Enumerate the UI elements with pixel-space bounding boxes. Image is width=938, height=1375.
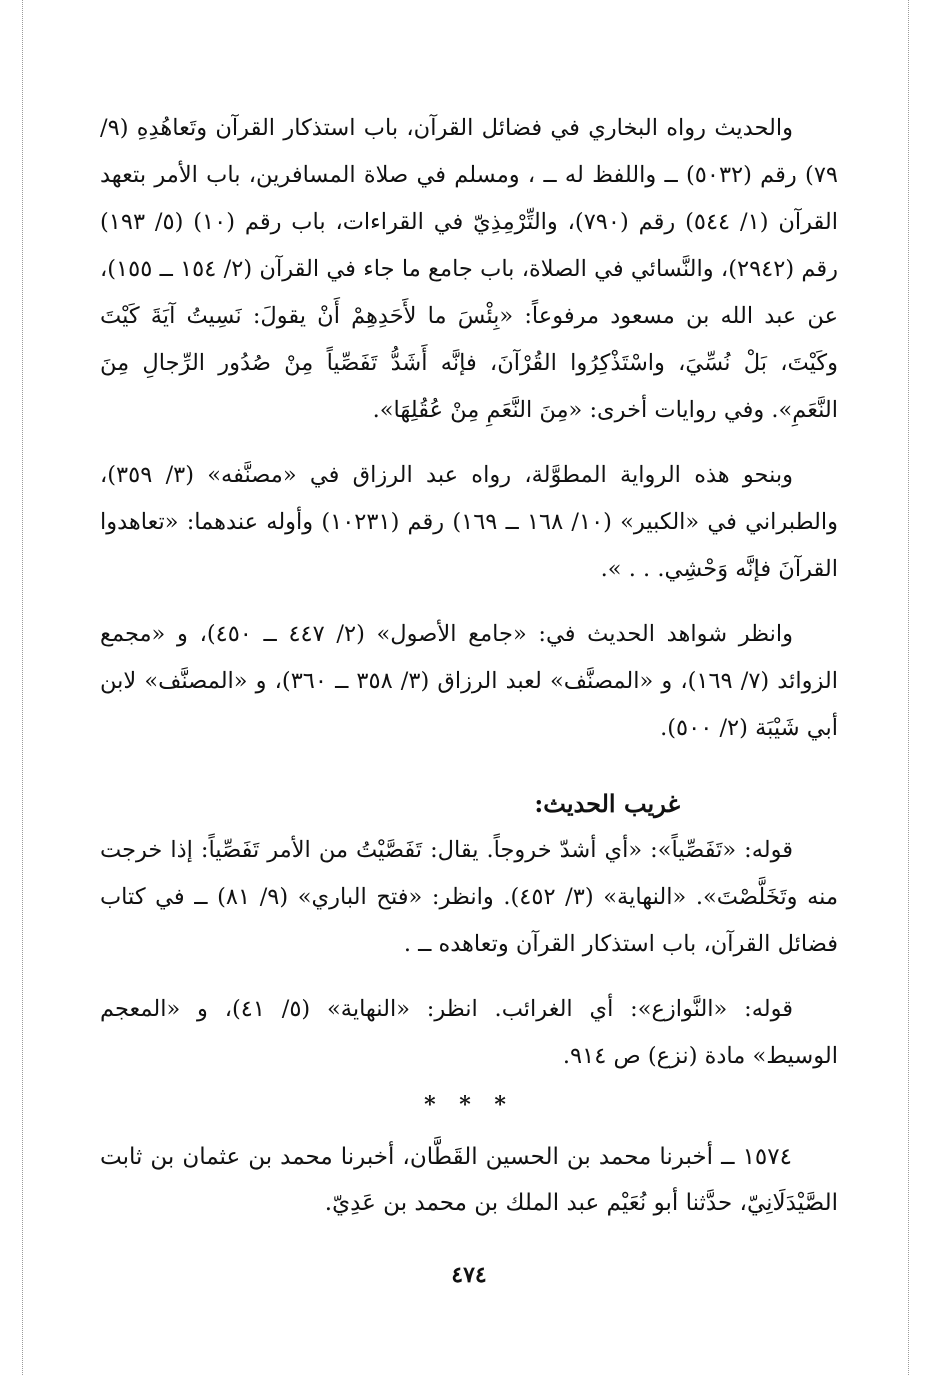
scan-edge-left bbox=[22, 0, 23, 1375]
paragraph-gharib-nawazi: قوله: «النَّوازع»: أي الغرائب. انظر: «النهاية» (٥/ ٤١)، و «المعجم الوسيط» مادة (نزع) ص ٩١٤. bbox=[100, 996, 838, 1069]
scan-edge-right bbox=[908, 0, 909, 1375]
separator-stars: * * * bbox=[424, 1092, 514, 1118]
page-body bbox=[100, 105, 838, 1226]
paragraph-takhrij: والحديث رواه البخاري في فضائل القرآن، باب استذكار القرآن وتَعاهُدِهِ (٩/ ٧٩) رقم (٥٠٣٢) ــ واللفظ له ــ ، ومسلم في صلاة المسافرين، باب الأمر بتعهد القرآن (١/ ٥٤٤) رقم (٧٩٠)، والتِّرْمِذِيّ في القراءات، باب رقم (١٠) (٥/ ١٩٣) رقم (٢٩٤٢)، والنَّسائي في الصلاة، باب جامع ما جاء في القرآن (٢/ ١٥٤ ــ ١٥٥)، عن عبد الله بن مسعود مرفوعاً: «بِئْسَ ما لأَحَدِهِمْ أَنْ يقولَ: نَسِيتُ آيَةَ كَيْتَ وكَيْتَ، بَلْ نُسِّيَ، واسْتَذْكِرُوا القُرْآنَ، فإنَّه أَشَدُّ تَفَصِّياً مِنْ صُدُور الرِّجالِ مِنَ النَّعَمِ». وفي روايات أخرى: «مِنَ النَّعَمِ مِنْ عُقُلِهَا». bbox=[100, 115, 839, 423]
paragraph-shawahid: وانظر شواهد الحديث في: «جامع الأصول» (٢/ ٤٤٧ ــ ٤٥٠)، و «مجمع الزوائد (٧/ ١٦٩)، و «المصنَّف» لعبد الرزاق (٣/ ٣٥٨ ــ ٣٦٠)، و «المصنَّف» لابن أبي شَيْبَة (٢/ ٥٠٠). bbox=[100, 621, 839, 741]
page-number: ٤٧٤ bbox=[451, 1262, 487, 1288]
hadith-isnad: ١٥٧٤ ــ أخبرنا محمد بن الحسين القَطَّان، أخبرنا محمد بن عثمان بن ثابت الصَّيْدَلَانِيّ، حدَّثنا أبو نُعَيْم عبد الملك بن محمد بن عَدِيّ. bbox=[100, 1144, 838, 1216]
paragraph-riwaya: وبنحو هذه الرواية المطوَّلة، رواه عبد الرزاق في «مصنَّفه» (٣/ ٣٥٩)، والطبراني في «الكبير» (١٠/ ١٦٨ ــ ١٦٩) رقم (١٠٢٣١) وأوله عندهما: «تعاهدوا القرآنَ فإنَّه وَحْشِي. . . ». bbox=[100, 462, 838, 582]
section-heading: غريب الحديث: bbox=[534, 789, 680, 818]
paragraph-gharib-tafassi: قوله: «تَفَصِّياً»: «أي أشدّ خروجاً. يقال: تَفَصَّيْتُ من الأمر تَفَصِّياً: إذا خرجت منه وتَخَلَّصْتَ». «النهاية» (٣/ ٤٥٢). وانظر: «فتح الباري» (٩/ ٨١) ــ في كتاب فضائل القرآن، باب استذكار القرآن وتعاهده ــ . bbox=[100, 837, 839, 957]
